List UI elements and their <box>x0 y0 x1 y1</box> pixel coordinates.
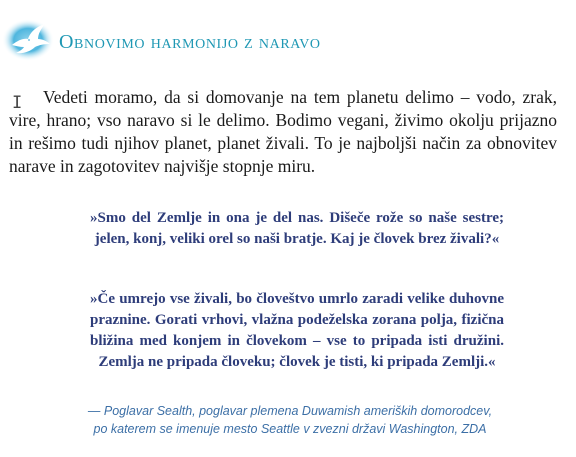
logo-icon <box>2 18 56 62</box>
attribution-line-2: po katerem se imenuje mesto Seattle v zvezni državi Washington, ZDA <box>93 422 487 436</box>
intro-paragraph: Vedeti moramo, da si domovanje na tem planetu delimo – vodo, zrak, vire, hrano; vso naravo si le delimo. Bodimo vegani, živimo okolju prijazno in rešimo tudi njihov planet, planet živali. To je najboljši način za obnovitev narave in zagotovitev najvišje stopnje miru. <box>9 87 557 176</box>
page-title: Obnovimo harmonijo z naravo <box>59 31 321 53</box>
attribution-line-1: — Poglavar Sealth, poglavar plemena Duwamish ameriških domorodcev, <box>87 404 493 418</box>
text-cursor-icon: I <box>12 93 23 113</box>
quote-2: »Če umrejo vse živali, bo človeštvo umrlo zaradi velike duhovne praznine. Gorati vrhovi, vlažna podeželska zorana polja, fizična bližina med konjem in človekom – vse to pripada isti družini. Zemlja ne pripada človeku; človek je tisti, ki pripada Zemlji.« <box>90 291 504 370</box>
quote-1: »Smo del Zemlje in ona je del nas. Dišeče rože so naše sestre; jelen, konj, veliki orel so naši bratje. Kaj je človek brez živali?« <box>90 210 504 247</box>
